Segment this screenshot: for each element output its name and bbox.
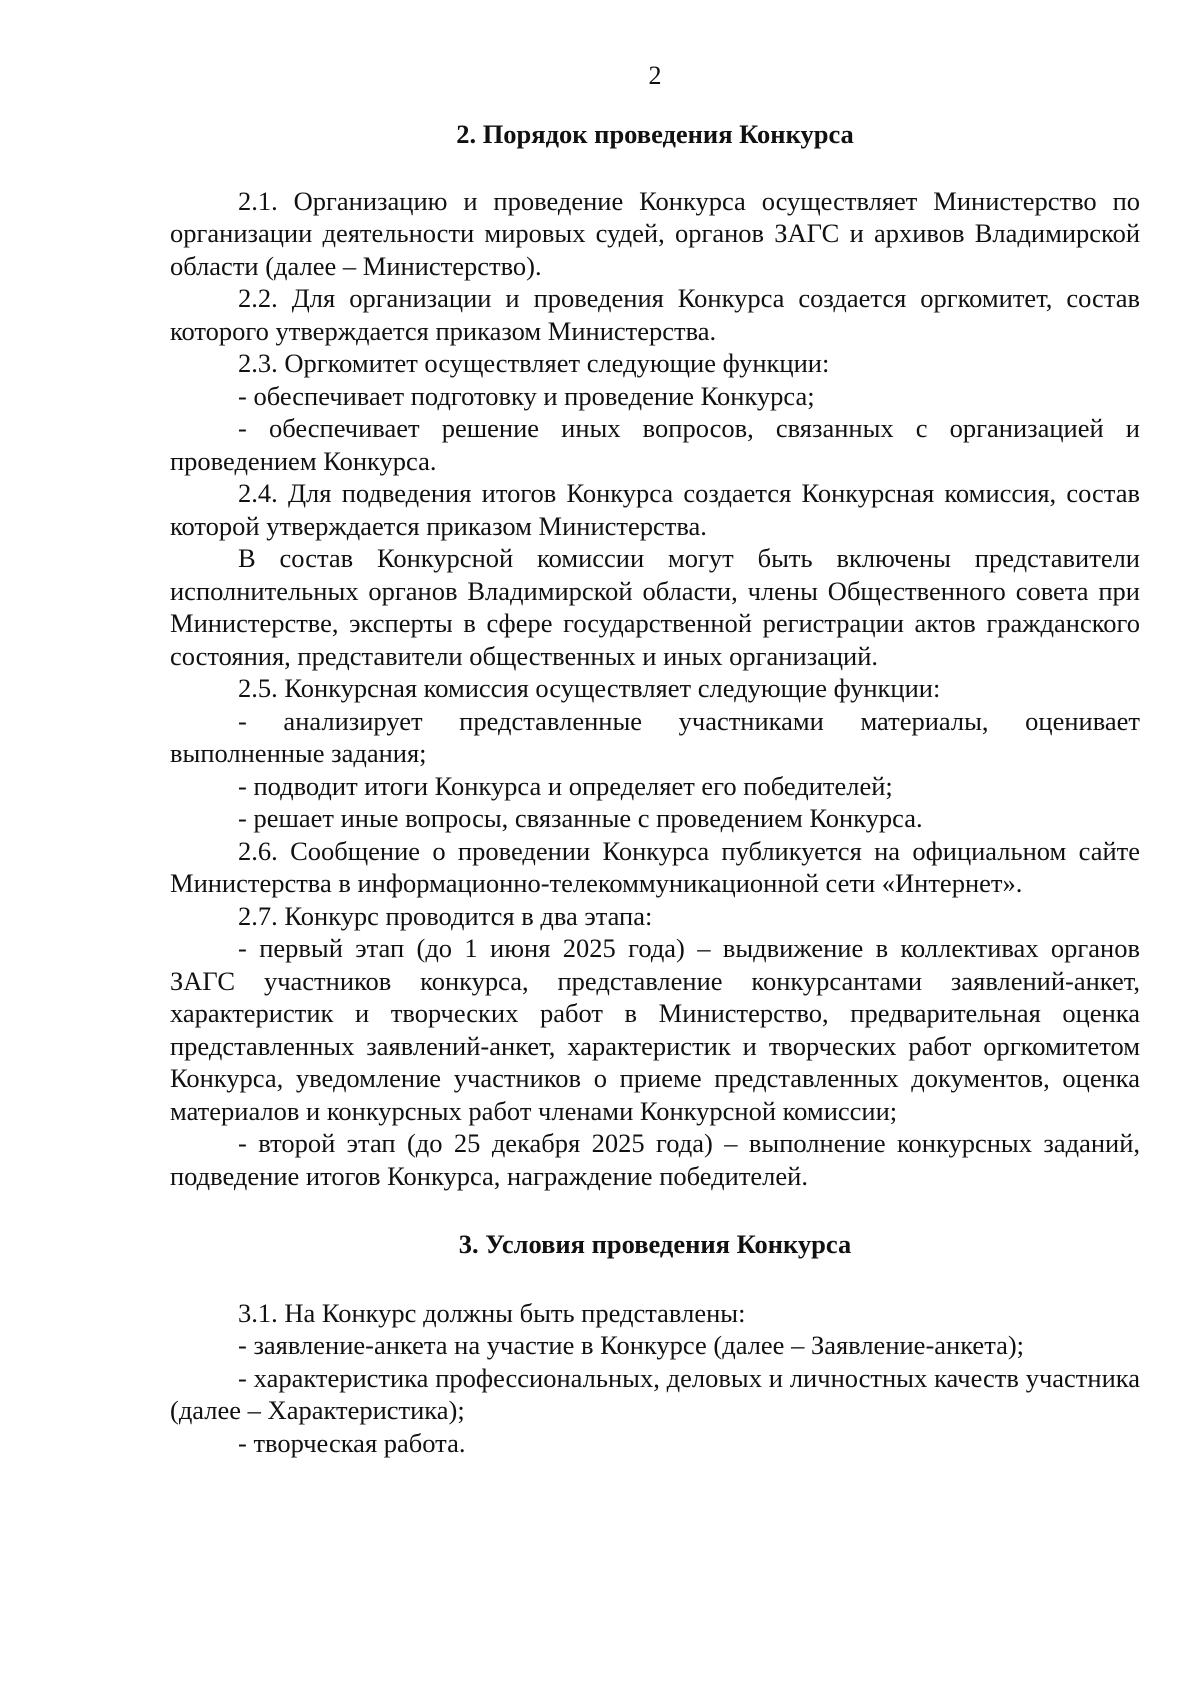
list-item: - решает иные вопросы, связанные с проведением Конкурса. bbox=[238, 803, 923, 833]
paragraph-2-2: 2.2. Для организации и проведения Конкурса создается оргкомитет, состав которого утверждается приказом Министерства. bbox=[170, 283, 1140, 346]
list-item: - творческая работа. bbox=[238, 1427, 466, 1458]
document-page bbox=[170, 60, 1140, 1459]
paragraph-2-7: 2.7. Конкурс проводится в два этапа: bbox=[238, 900, 653, 931]
list-item: - второй этап (до 25 декабря 2025 года) – выполнение конкурсных заданий, подведение итогов Конкурса, награждение победителей. bbox=[170, 1128, 1140, 1191]
list-item: - характеристика профессиональных, деловых и личностных качеств участника (далее – Характеристика); bbox=[170, 1362, 1140, 1425]
list-item: - первый этап (до 1 июня 2025 года) – выдвижение в коллективах органов ЗАГС участников конкурса, представление конкурсантами заявлений-анкет, характеристик и творческих работ в Министерство, предварительная оценка представленных заявлений-анкет, характеристик и творческих работ оргкомитетом Конкурса, уведомление участников о приеме представленных документов, оценка материалов и конкурсных работ членами Конкурсной комиссии; bbox=[170, 933, 1140, 1126]
list-item: - подводит итоги Конкурса и определяет его победителей; bbox=[238, 770, 893, 801]
paragraph-2-4: 2.4. Для подведения итогов Конкурса создается Конкурсная комиссия, состав которой утверждается приказом Министерства. bbox=[170, 478, 1140, 541]
paragraph-2-6: 2.6. Сообщение о проведении Конкурса публикуется на официальном сайте Министерства в информационно-телекоммуникационной сети «Интернет». bbox=[170, 835, 1140, 898]
paragraph-commission-composition: В состав Конкурсной комиссии могут быть включены представители исполнительных органов Владимирской области, члены Общественного совета при Министерстве, эксперты в сфере государственной регистрации актов гражданского состояния, представители общественных и иных организаций. bbox=[170, 543, 1140, 671]
paragraph-3-1: 3.1. На Конкурс должны быть представлены: bbox=[238, 1297, 746, 1328]
paragraph-2-1: 2.1. Организацию и проведение Конкурса осуществляет Министерство по организации деятельности мировых судей, органов ЗАГС и архивов Владимирской области (далее – Министерство). bbox=[170, 185, 1140, 281]
page-number: 2 bbox=[648, 61, 662, 90]
paragraph-2-3: 2.3. Оргкомитет осуществляет следующие функции: bbox=[238, 348, 830, 378]
section-2-heading: 2. Порядок проведения Конкурса bbox=[456, 119, 854, 149]
section-2-body bbox=[170, 185, 1140, 1193]
list-item: - обеспечивает решение иных вопросов, связанных с организацией и проведением Конкурса. bbox=[170, 413, 1140, 476]
paragraph-2-5: 2.5. Конкурсная комиссия осуществляет следующие функции: bbox=[238, 673, 941, 703]
list-item: - обеспечивает подготовку и проведение Конкурса; bbox=[238, 380, 815, 411]
list-item: - заявление-анкета на участие в Конкурсе (далее – Заявление-анкета); bbox=[238, 1330, 1025, 1360]
list-item: - анализирует представленные участниками материалы, оценивает выполненные задания; bbox=[170, 705, 1140, 768]
section-3-body bbox=[170, 1297, 1140, 1460]
section-3-heading: 3. Условия проведения Конкурса bbox=[458, 1229, 852, 1259]
